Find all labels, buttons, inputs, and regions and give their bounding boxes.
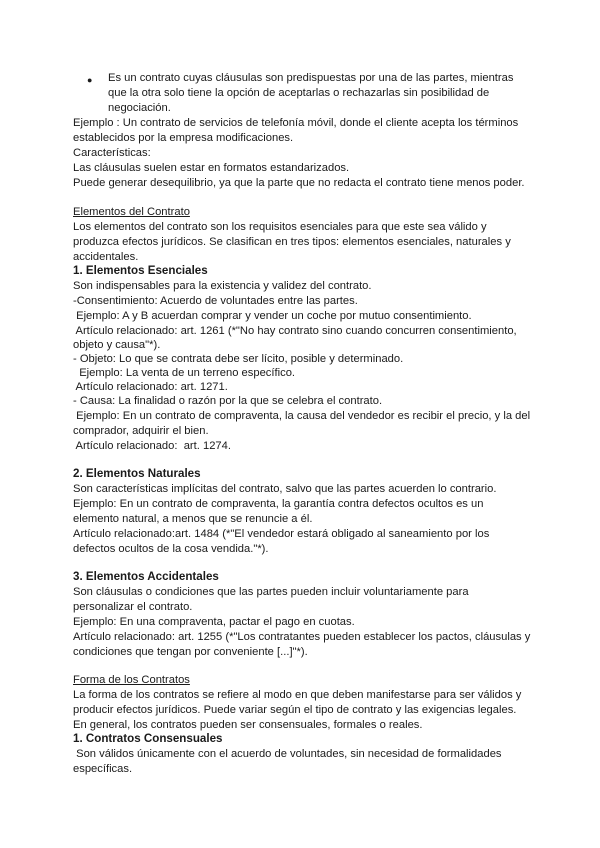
paragraph-line: - Objeto: Lo que se contrata debe ser lícito, posible y determinado. [73,353,404,365]
section-heading-elementos: Elementos del Contrato [73,206,190,218]
paragraph-line: En general, los contratos pueden ser consensuales, formales o reales. [73,719,423,731]
subheading-accidentales: 3. Elementos Accidentales [73,570,219,583]
paragraph-line: específicas. [73,763,133,775]
subheading-naturales: 2. Elementos Naturales [73,467,201,480]
characteristics-label: Características: [73,147,151,159]
paragraph-line: Son características implícitas del contrato, salvo que las partes acuerden lo contrario. [73,483,497,495]
paragraph-line: Son válidos únicamente con el acuerdo de voluntades, sin necesidad de formalidades [73,748,502,760]
paragraph-line: Ejemplo: En un contrato de compraventa, la causa del vendedor es recibir el precio, y la del [73,410,531,422]
characteristics-line: Las cláusulas suelen estar en formatos estandarizados. [73,162,350,174]
paragraph-line: Ejemplo: En un contrato de compraventa, la garantía contra defectos ocultos es un [73,498,484,510]
paragraph-line: La forma de los contratos se refiere al modo en que deben manifestarse para ser válidos y [73,689,522,701]
paragraph-line: Los elementos del contrato son los requisitos esenciales para que este sea válido y [73,221,487,233]
paragraph-line: Son cláusulas o condiciones que las partes pueden incluir voluntariamente para [73,586,469,598]
paragraph-line: Artículo relacionado:art. 1484 (*"El vendedor estará obligado al saneamiento por los [73,528,490,540]
paragraph-line: accidentales. [73,251,139,263]
paragraph-line: personalizar el contrato. [73,601,193,613]
paragraph-line: Ejemplo: La venta de un terreno específico. [73,367,296,379]
paragraph-line: Ejemplo: En una compraventa, pactar el pago en cuotas. [73,616,355,628]
paragraph-line: Artículo relacionado: art. 1274. [73,440,231,452]
paragraph-line: defectos ocultos de la cosa vendida."*). [73,543,269,555]
paragraph-line: Artículo relacionado: art. 1255 (*"Los contratantes pueden establecer los pactos, cláusulas y [73,631,531,643]
paragraph-line: Ejemplo: A y B acuerdan comprar y vender un coche por mutuo consentimiento. [73,310,472,322]
bullet-text-line: que la otra solo tiene la opción de aceptarlas o rechazarlas sin posibilidad de [108,87,490,99]
paragraph-line: Artículo relacionado: art. 1271. [73,381,228,393]
subheading-esenciales: 1. Elementos Esenciales [73,264,208,277]
paragraph-line: Artículo relacionado: art. 1261 (*"No hay contrato sino cuando concurren consentimiento, [73,325,517,337]
bullet-dot-icon: ● [87,75,93,85]
bullet-text-line: Es un contrato cuyas cláusulas son predispuestas por una de las partes, mientras [108,72,514,84]
paragraph-line: condiciones que tengan por conveniente [...]"*). [73,646,308,658]
example-line: Ejemplo : Un contrato de servicios de telefonía móvil, donde el cliente acepta los términos [73,117,519,129]
paragraph-line: Son indispensables para la existencia y validez del contrato. [73,280,372,292]
paragraph-line: elemento natural, a menos que se renuncie a él. [73,513,313,525]
subheading-consensuales: 1. Contratos Consensuales [73,732,223,745]
paragraph-line: comprador, adquirir el bien. [73,425,209,437]
paragraph-line: producir efectos jurídicos. Puede variar según el tipo de contrato y las exigencias legales. [73,704,517,716]
bullet-text-line: negociación. [108,102,171,114]
paragraph-line: -Consentimiento: Acuerdo de voluntades entre las partes. [73,295,358,307]
section-heading-forma: Forma de los Contratos [73,674,190,686]
characteristics-line: Puede generar desequilibrio, ya que la parte que no redacta el contrato tiene menos poder. [73,177,525,189]
example-line: establecidos por la empresa modificaciones. [73,132,294,144]
paragraph-line: objeto y causa"*). [73,339,161,351]
paragraph-line: - Causa: La finalidad o razón por la que se celebra el contrato. [73,395,383,407]
paragraph-line: produzca efectos jurídicos. Se clasifican en tres tipos: elementos esenciales, naturales y [73,236,511,248]
